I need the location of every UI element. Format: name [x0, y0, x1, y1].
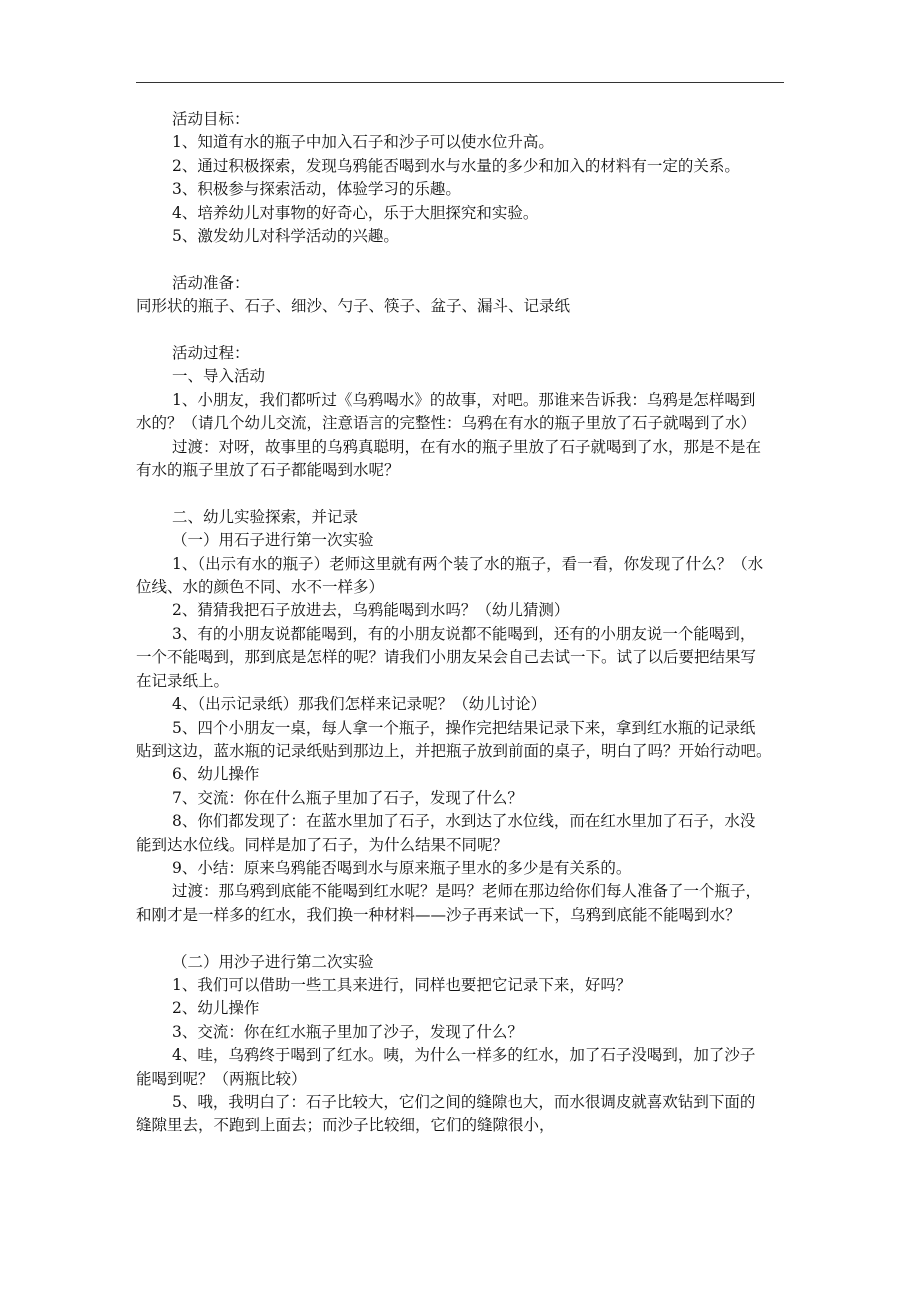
- sub1-step: 4、（出示记录纸）那我们怎样来记录呢？（幼儿讨论）: [172, 695, 547, 714]
- sub1-step: 1、（出示有水的瓶子）老师这里就有两个装了水的瓶子，看一看，你发现了什么？（水: [172, 554, 764, 573]
- goals-heading: 活动目标：: [172, 110, 250, 128]
- part1-transition: 过渡：对呀，故事里的乌鸦真聪明，在有水的瓶子里放了石子就喝到了水，那是不是在: [172, 437, 762, 456]
- part2-sub2-title: （二）用沙子进行第二次实验: [172, 952, 374, 971]
- sub1-step: 5、四个小朋友一桌，每人拿一个瓶子，操作完把结果记录下来，拿到红水瓶的记录纸: [172, 718, 756, 737]
- part2-sub1-title: （一）用石子进行第一次实验: [172, 531, 374, 550]
- goal-item: 3、积极参与探索活动，体验学习的乐趣。: [172, 180, 461, 199]
- part2-title: 二、幼儿实验探索，并记录: [172, 507, 359, 526]
- sub1-transition-cont: 和刚才是一样多的红水，我们换一种材料——沙子再来试一下，乌鸦到底能不能喝到水？: [136, 905, 741, 924]
- sub2-step-cont: 缝隙里去，不跑到上面去；而沙子比较细，它们的缝隙很小，: [136, 1116, 555, 1135]
- goal-item: 5、激发幼儿对科学活动的兴趣。: [172, 227, 399, 246]
- goal-item: 4、培养幼儿对事物的好奇心，乐于大胆探究和实验。: [172, 203, 539, 222]
- sub2-step: 5、哦，我明白了：石子比较大，它们之间的缝隙也大，而水很调皮就喜欢钻到下面的: [172, 1093, 756, 1111]
- sub1-step-cont: 能到达水位线。同样是加了石子，为什么结果不同呢？: [136, 835, 509, 854]
- sub2-step: 3、交流：你在红水瓶子里加了沙子，发现了什么？: [172, 1022, 523, 1041]
- document-body: [136, 108, 784, 1138]
- sub1-step-cont: 在记录纸上。: [136, 671, 230, 690]
- sub1-step: 8、你们都发现了：在蓝水里加了石子，水到达了水位线，而在红水里加了石子，水没: [172, 812, 756, 831]
- header-rule: [136, 82, 784, 83]
- part1-transition-cont: 有水的瓶子里放了石子都能喝到水呢？: [136, 461, 400, 480]
- sub1-step-cont: 贴到这边，蓝水瓶的记录纸贴到那边上，并把瓶子放到前面的桌子，明白了吗？开始行动吧。: [136, 741, 772, 760]
- sub1-step: 2、猜猜我把石子放进去，乌鸦能喝到水吗？（幼儿猜测）: [172, 601, 570, 620]
- sub1-transition: 过渡：那乌鸦到底能不能喝到红水呢？是吗？老师在那边给你们每人准备了一个瓶子，: [172, 882, 762, 901]
- sub1-step: 3、有的小朋友说都能喝到，有的小朋友说都不能喝到，还有的小朋友说一个能喝到，: [172, 624, 756, 643]
- prep-text: 同形状的瓶子、石子、细沙、勺子、筷子、盆子、漏斗、记录纸: [136, 297, 571, 316]
- sub2-step: 1、我们可以借助一些工具来进行，同样也要把它记录下来，好吗？: [172, 975, 632, 994]
- sub2-step: 4、哇，乌鸦终于喝到了红水。咦，为什么一样多的红水，加了石子没喝到，加了沙子: [172, 1046, 756, 1065]
- sub1-step: 7、交流：你在什么瓶子里加了石子，发现了什么？: [172, 788, 523, 807]
- part1-paragraph-cont: 水的？（请几个幼儿交流，注意语言的完整性：乌鸦在有水的瓶子里放了石子就喝到了水）: [136, 414, 757, 433]
- part1-paragraph: 1、小朋友，我们都听过《乌鸦喝水》的故事，对吧。那谁来告诉我：乌鸦是怎样喝到: [172, 390, 756, 409]
- sub1-step: 6、幼儿操作: [172, 765, 260, 784]
- sub1-step-cont: 位线、水的颜色不同、水不一样多）: [136, 578, 385, 597]
- prep-heading: 活动准备：: [172, 273, 250, 292]
- sub1-step: 9、小结：原来乌鸦能否喝到水与原来瓶子里水的多少是有关系的。: [172, 858, 632, 877]
- goal-item: 1、知道有水的瓶子中加入石子和沙子可以使水位升高。: [172, 133, 554, 152]
- part1-title: 一、导入活动: [172, 367, 266, 386]
- sub2-step-cont: 能喝到呢？（两瓶比较）: [136, 1069, 307, 1088]
- sub2-step: 2、幼儿操作: [172, 999, 260, 1018]
- process-heading: 活动过程：: [172, 344, 250, 363]
- sub1-step-cont: 一个不能喝到，那到底是怎样的呢？请我们小朋友呆会自己去试一下。试了以后要把结果写: [136, 648, 757, 667]
- goal-item: 2、通过积极探索，发现乌鸦能否喝到水与水量的多少和加入的材料有一定的关系。: [172, 156, 740, 175]
